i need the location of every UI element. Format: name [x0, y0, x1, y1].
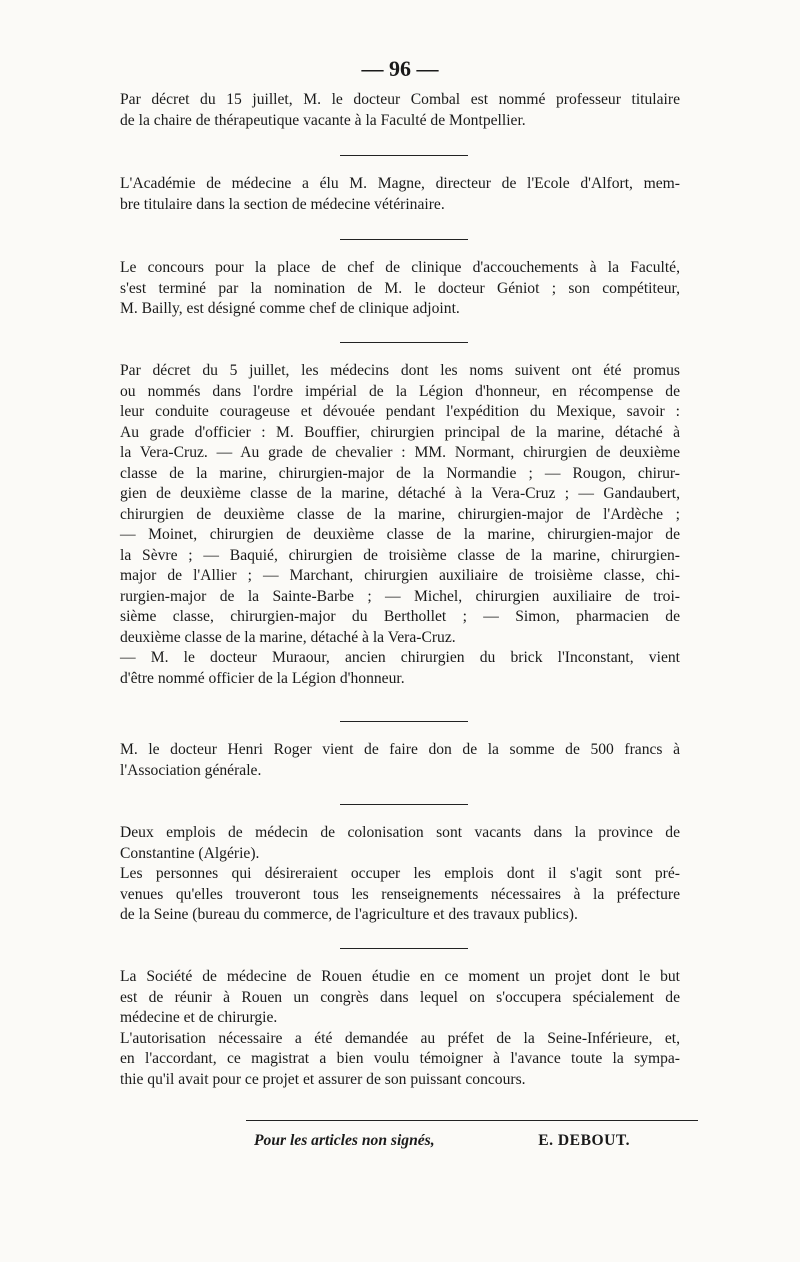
text-line: Au grade d'officier : M. Bouffier, chirurgien principal de la marine, détaché à [120, 423, 680, 441]
text-line: — M. le docteur Muraour, ancien chirurgien du brick l'Inconstant, vient [120, 649, 680, 666]
text-line: médecine et de chirurgie. [120, 1009, 278, 1026]
text-line: d'être nommé officier de la Légion d'honneur. [120, 669, 405, 687]
text-line: Le concours pour la place de chef de clinique d'accouchements à la Faculté, [120, 259, 680, 276]
news-item-roger-donation [120, 740, 680, 781]
text-line: Constantine (Algérie). [120, 844, 260, 862]
signature-label: Pour les articles non signés, [254, 1132, 435, 1149]
separator-rule [340, 721, 468, 722]
text-line: venues qu'elles trouveront tous les renseignements nécessaires à la préfecture [120, 885, 680, 903]
text-line: M. Bailly, est désigné comme chef de clinique adjoint. [120, 300, 460, 317]
text-line: L'autorisation nécessaire a été demandée au préfet de la Seine-Inférieure, et, [120, 1029, 680, 1047]
news-item-combal [120, 90, 680, 131]
text-line: ou nommés dans l'ordre impérial de la Légion d'honneur, en récompense de [120, 382, 680, 400]
separator-rule [340, 155, 468, 156]
separator-rule [340, 948, 468, 949]
text-line: chirurgien de deuxième classe de la marine, chirurgien-major de l'Ardèche ; [120, 505, 680, 523]
text-line: la Sèvre ; — Baquié, chirurgien de troisième classe de la marine, chirurgien- [120, 546, 680, 564]
text-line: s'est terminé par la nomination de M. le docteur Géniot ; son compétiteur, [120, 279, 680, 297]
text-line: gien de deuxième classe de la marine, détaché à la Vera-Cruz ; — Gandaubert, [120, 485, 680, 502]
text-line: la Vera-Cruz. — Au grade de chevalier : MM. Normant, chirurgien de deuxième [120, 444, 680, 461]
signature-rule [246, 1120, 698, 1121]
text-line: deuxième classe de la marine, détaché à la Vera-Cruz. [120, 628, 456, 646]
page-number: — 96 — [361, 56, 439, 81]
separator-rule [340, 804, 468, 805]
text-line: bre titulaire dans la section de médecine vétérinaire. [120, 195, 445, 213]
signature-author: E. DEBOUT. [538, 1132, 630, 1149]
news-item-geniot [120, 258, 680, 320]
text-line: l'Association générale. [120, 761, 262, 779]
text-line: M. le docteur Henri Roger vient de faire don de la somme de 500 francs à [120, 741, 680, 758]
text-line: Par décret du 15 juillet, M. le docteur Combal est nommé professeur titulaire [120, 91, 680, 108]
text-line: rurgien-major de la Sainte-Barbe ; — Michel, chirurgien auxiliaire de troi- [120, 587, 680, 605]
text-line: — Moinet, chirurgien de deuxième classe de la marine, chirurgien-major de [120, 526, 680, 543]
text-line: est de réunir à Rouen un congrès dans lequel on s'occupera spécialement de [120, 988, 680, 1006]
text-line: L'Académie de médecine a élu M. Magne, directeur de l'Ecole d'Alfort, mem- [120, 175, 680, 192]
text-line: major de l'Allier ; — Marchant, chirurgien auxiliaire de troisième classe, chi- [120, 567, 680, 584]
text-line: thie qu'il avait pour ce projet et assurer de son puissant concours. [120, 1070, 526, 1088]
news-item-rouen-congres [120, 967, 680, 1090]
text-line: Les personnes qui désireraient occuper les emplois dont il s'agit sont pré- [120, 865, 680, 882]
text-line: La Société de médecine de Rouen étudie en ce moment un projet dont le but [120, 968, 680, 985]
separator-rule [340, 342, 468, 343]
separator-rule [340, 239, 468, 240]
news-item-magne [120, 174, 680, 215]
news-item-colonisation [120, 823, 680, 926]
text-line: leur conduite courageuse et dévouée pendant l'expédition du Mexique, savoir : [120, 403, 680, 420]
text-line: de la Seine (bureau du commerce, de l'agriculture et des travaux publics). [120, 906, 578, 923]
text-line: Par décret du 5 juillet, les médecins dont les noms suivent ont été promus [120, 362, 680, 379]
text-line: en l'accordant, ce magistrat a bien voulu témoigner à l'avance toute la sympa- [120, 1050, 680, 1067]
text-line: classe de la marine, chirurgien-major de la Normandie ; — Rougon, chirur- [120, 464, 680, 482]
text-line: de la chaire de thérapeutique vacante à la Faculté de Montpellier. [120, 111, 526, 129]
news-item-legion-honneur [120, 361, 680, 689]
text-line: Deux emplois de médecin de colonisation sont vacants dans la province de [120, 824, 680, 841]
text-line: sième classe, chirurgien-major du Berthollet ; — Simon, pharmacien de [120, 608, 680, 625]
